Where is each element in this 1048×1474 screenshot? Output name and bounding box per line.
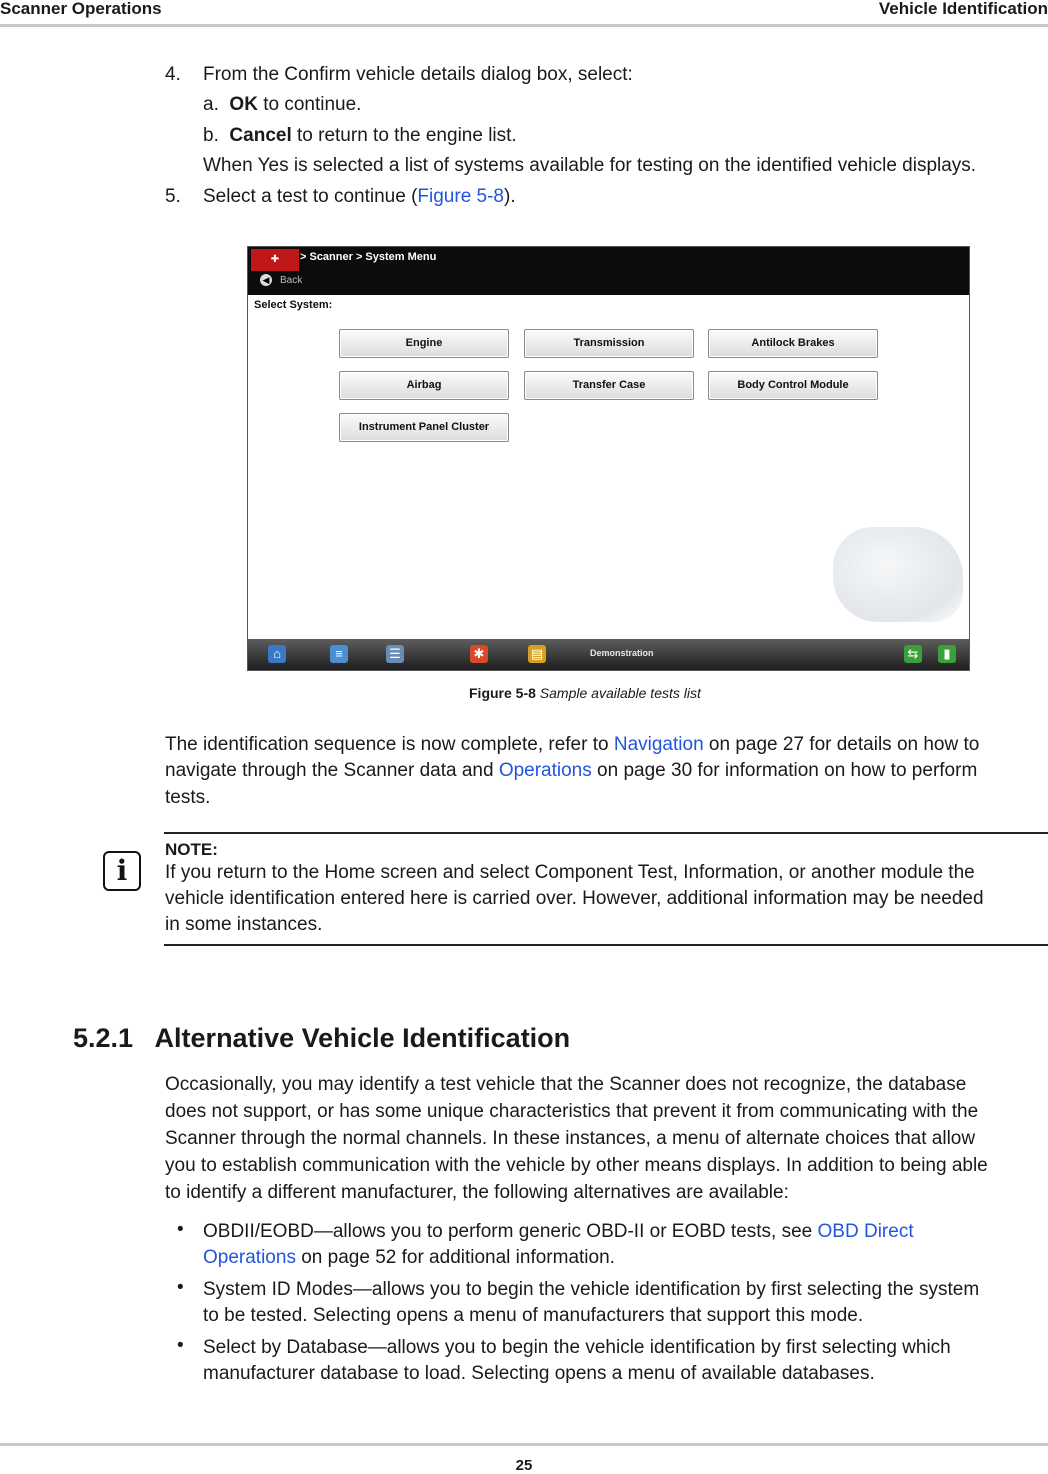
scanner-breadcrumb: > Scanner > System Menu bbox=[300, 251, 437, 263]
operations-link[interactable]: Operations bbox=[498, 760, 592, 781]
substep-b-text: to return to the engine list. bbox=[291, 125, 517, 146]
header-rule bbox=[0, 24, 1048, 27]
section-para-line-1: Occasionally, you may identify a test vehicle that the Scanner does not recognize, the database bbox=[165, 1074, 967, 1095]
obd-direct-link[interactable]: OBD Direct bbox=[817, 1221, 914, 1242]
substep-a bbox=[203, 92, 361, 118]
section-para-line-5: to identify a different manufacturer, the following alternatives are available: bbox=[165, 1182, 789, 1203]
data-list-icon[interactable]: ☰ bbox=[386, 645, 404, 663]
info-icon[interactable]: ▤ bbox=[528, 645, 546, 663]
scanner-taskbar bbox=[248, 639, 969, 670]
paragraph-line-1 bbox=[165, 732, 979, 758]
section-heading: 5.2.1 Alternative Vehicle Identification bbox=[73, 1023, 571, 1053]
step-5-post: ). bbox=[504, 186, 516, 207]
note-top-rule bbox=[164, 832, 1048, 834]
system-button-engine[interactable]: Engine bbox=[339, 329, 509, 358]
section-para-line-3: Scanner through the normal channels. In these instances, a menu of alternate choices that allow bbox=[165, 1128, 976, 1149]
back-arrow-icon[interactable]: ◀ bbox=[260, 274, 272, 286]
para1-text-3: navigate through the Scanner data and bbox=[165, 760, 499, 781]
battery-status-icon: ▮ bbox=[938, 645, 956, 663]
bullet-1-text-end: on page 52 for additional information. bbox=[295, 1247, 615, 1268]
substep-a-keyword: OK bbox=[229, 94, 258, 115]
note-line-1: If you return to the Home screen and select Component Test, Information, or another module the bbox=[165, 862, 975, 883]
step-5-number: 5. bbox=[165, 186, 181, 207]
para1-text-2: on page 27 for details on how to bbox=[703, 734, 980, 755]
car-watermark-image bbox=[833, 527, 963, 622]
step-5-text bbox=[203, 184, 516, 210]
system-button-antilock-brakes[interactable]: Antilock Brakes bbox=[708, 329, 878, 358]
substep-a-text: to continue. bbox=[257, 94, 362, 115]
system-button-airbag[interactable]: Airbag bbox=[339, 371, 509, 400]
info-note-icon: i bbox=[103, 851, 141, 891]
caption-text: Sample available tests list bbox=[539, 685, 701, 701]
bullet-1-line-2 bbox=[203, 1245, 615, 1271]
running-header-left: Scanner Operations bbox=[0, 0, 162, 18]
system-button-transfer-case[interactable]: Transfer Case bbox=[524, 371, 694, 400]
demonstration-label: Demonstration bbox=[590, 648, 654, 658]
bullet-2-line-2: to be tested. Selecting opens a menu of manufacturers that support this mode. bbox=[203, 1305, 864, 1326]
note-line-3: in some instances. bbox=[165, 914, 323, 935]
bullet-1-line-1 bbox=[203, 1219, 914, 1245]
figure-5-8-link[interactable]: Figure 5-8 bbox=[417, 186, 505, 207]
step-4-number: 4. bbox=[165, 64, 181, 85]
section-para-line-4: you to establish communication with the vehicle by other means displays. In addition to being able bbox=[165, 1155, 988, 1176]
figure-caption bbox=[469, 685, 701, 701]
scanner-logo: ✚ bbox=[251, 249, 299, 271]
bullet-1-text: OBDII/EOBD—allows you to perform generic OBD-II or EOBD tests, see bbox=[203, 1221, 818, 1242]
system-button-body-control-module[interactable]: Body Control Module bbox=[708, 371, 878, 400]
para1-text-4: on page 30 for information on how to perform bbox=[591, 760, 978, 781]
bullet-2-line-1: System ID Modes—allows you to begin the vehicle identification by first selecting the system bbox=[203, 1279, 980, 1300]
paragraph-line-3: tests. bbox=[165, 787, 211, 808]
bullet-1-marker: • bbox=[177, 1219, 184, 1240]
para1-text-1: The identification sequence is now complete, refer to bbox=[165, 734, 614, 755]
bullet-2-marker: • bbox=[177, 1277, 184, 1298]
note-line-2: vehicle identification entered here is carried over. However, additional information may be needed bbox=[165, 888, 984, 909]
step-4-text: From the Confirm vehicle details dialog box, select: bbox=[203, 64, 633, 85]
running-header-right: Vehicle Identification bbox=[878, 0, 1048, 18]
when-yes-text: When Yes is selected a list of systems available for testing on the identified vehicle displays. bbox=[203, 155, 977, 176]
connection-status-icon: ⇆ bbox=[904, 645, 922, 663]
figure-screenshot bbox=[247, 246, 970, 671]
substep-b bbox=[203, 123, 517, 149]
obd-direct-operations-link[interactable]: Operations bbox=[203, 1247, 296, 1268]
footer-rule bbox=[0, 1443, 1048, 1446]
back-button-label[interactable]: Back bbox=[280, 275, 303, 286]
note-bottom-rule bbox=[164, 944, 1048, 946]
substep-a-label: a. bbox=[203, 94, 219, 115]
bullet-3-marker: • bbox=[177, 1335, 184, 1356]
select-system-label: Select System: bbox=[254, 299, 333, 311]
bullet-3-line-1: Select by Database—allows you to begin the vehicle identification by first selecting which bbox=[203, 1337, 951, 1358]
caption-number: Figure 5-8 bbox=[469, 685, 536, 701]
paragraph-line-2 bbox=[165, 758, 977, 784]
substep-b-label: b. bbox=[203, 125, 219, 146]
component-test-icon[interactable]: ✱ bbox=[470, 645, 488, 663]
navigation-link[interactable]: Navigation bbox=[613, 734, 704, 755]
section-para-line-2: does not support, or has some unique characteristics that prevent it from communicating with the bbox=[165, 1101, 979, 1122]
system-button-instrument-panel-cluster[interactable]: Instrument Panel Cluster bbox=[339, 413, 509, 442]
page-number: 25 bbox=[515, 1457, 533, 1474]
home-icon[interactable]: ⌂ bbox=[268, 645, 286, 663]
scanner-icon[interactable]: ≡ bbox=[330, 645, 348, 663]
step-5-pre: Select a test to continue ( bbox=[203, 186, 418, 207]
system-button-transmission[interactable]: Transmission bbox=[524, 329, 694, 358]
bullet-3-line-2: manufacturer database to load. Selecting opens a menu of available databases. bbox=[203, 1363, 875, 1384]
scanner-title-bar bbox=[248, 247, 969, 295]
substep-b-keyword: Cancel bbox=[229, 125, 292, 146]
note-heading: NOTE: bbox=[165, 840, 218, 859]
